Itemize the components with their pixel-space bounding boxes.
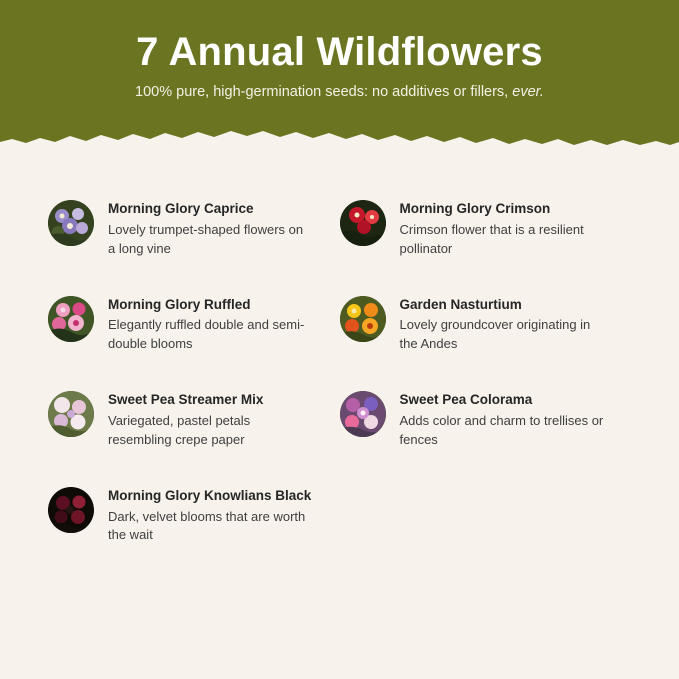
flower-thumbnail-purple-icon [48,200,94,246]
flower-list [0,200,679,582]
header-banner [0,0,679,152]
list-item [340,296,632,355]
list-item-text [108,200,313,259]
flower-grid [48,200,631,582]
flower-thumbnail-orange-icon [340,296,386,342]
list-item [48,487,340,546]
list-item-title: Morning Glory Knowlians Black [108,487,312,503]
list-item-description: Adds color and charm to trellises or fences [399,413,604,447]
flower-thumbnail-crimson-icon [340,200,386,246]
list-item-description: Variegated, pastel petals resembling crepe paper [108,413,251,447]
list-item-text [400,391,605,450]
flower-thumbnail-pink-ruffled-icon [48,296,94,342]
list-item-text [108,296,313,355]
list-item-description: Dark, velvet blooms that are worth the wait [108,508,306,543]
list-item-description: Elegantly ruffled double and semi-double blooms [108,317,305,352]
list-item-description: Crimson flower that is a resilient pollinator [399,221,584,256]
flower-thumbnail-dark-icon [48,487,94,533]
list-item-title: Morning Glory Crimson [399,201,551,216]
subtitle-text: 100% pure, high-germination seeds: no additives or fillers, [135,84,513,100]
subtitle-emphasis: ever. [512,84,544,100]
list-item-text [108,487,313,546]
list-item-title: Morning Glory Ruffled [108,296,251,312]
list-item-title: Sweet Pea Streamer Mix [108,392,264,408]
page-title: 7 Annual Wildflowers [136,30,543,74]
list-item [340,391,632,450]
list-item [48,200,340,259]
list-item [48,296,340,355]
page-subtitle [0,84,679,101]
list-item-title: Garden Nasturtium [399,296,522,312]
list-item-title: Sweet Pea Colorama [399,392,533,408]
list-item-text [400,296,605,355]
flower-thumbnail-multicolor-icon [340,391,386,437]
list-item-text [108,391,313,450]
torn-paper-edge-icon [0,123,679,152]
list-item [48,391,340,450]
list-item-text [400,200,605,259]
list-item [340,200,632,259]
flower-thumbnail-pastel-icon [48,391,94,437]
list-item-description: Lovely groundcover originating in the Andes [399,317,591,352]
list-item-title: Morning Glory Caprice [108,201,254,216]
list-item-description: Lovely trumpet-shaped flowers on a long vine [108,221,304,256]
